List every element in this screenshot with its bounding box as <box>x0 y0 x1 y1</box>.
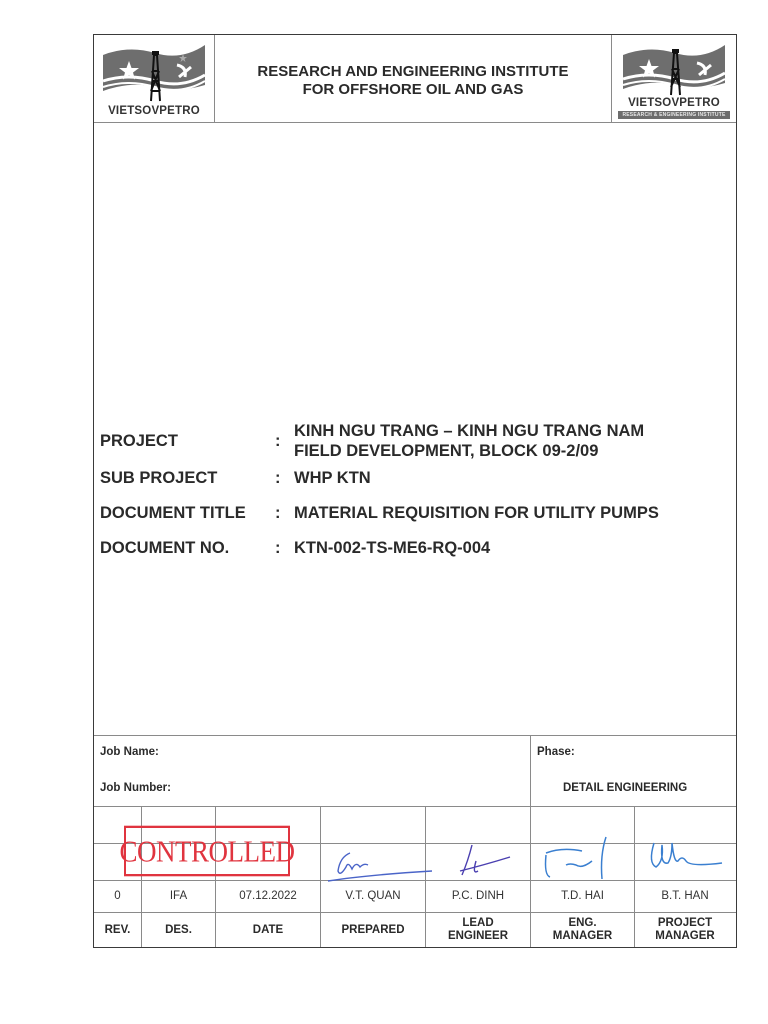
eng-manager-value: T.D. HAI <box>561 890 604 902</box>
header-line: ENG. <box>568 917 597 929</box>
job-name-label: Job Name: <box>100 746 159 758</box>
colon: : <box>275 539 281 557</box>
signature-eng-manager-icon <box>542 835 622 881</box>
institute-title-line2: FOR OFFSHORE OIL AND GAS <box>302 81 524 98</box>
lead-engineer-value: P.C. DINH <box>451 890 505 902</box>
des-value: IFA <box>169 890 188 902</box>
header-line: ENGINEER <box>447 930 509 942</box>
institute-title-line1: RESEARCH AND ENGINEERING INSTITUTE <box>257 63 569 80</box>
document-title-label: DOCUMENT TITLE <box>100 504 246 522</box>
header-line: MANAGER <box>655 930 715 942</box>
institute-title <box>215 63 611 99</box>
signature-prepared-icon <box>326 847 434 883</box>
project-value <box>294 421 714 461</box>
header-line: PROJECT <box>657 917 713 929</box>
logo-wordmark: VIETSOVPETRO <box>108 105 200 117</box>
sub-project-label: SUB PROJECT <box>100 469 218 487</box>
rev-value: 0 <box>114 890 121 902</box>
vietsovpetro-logo-left <box>94 35 215 123</box>
des-header: DES. <box>165 923 192 936</box>
prepared-header: PREPARED <box>341 923 405 936</box>
job-table <box>94 735 736 807</box>
date-value: 07.12.2022 <box>239 890 297 902</box>
signature-project-manager-icon <box>646 837 730 879</box>
phase-label: Phase: <box>537 746 575 758</box>
header <box>94 35 736 123</box>
controlled-stamp: CONTROLLED <box>124 826 290 877</box>
eng-manager-header <box>531 913 634 947</box>
prepared-value: V.T. QUAN <box>345 890 401 902</box>
document-cover-page <box>93 34 737 948</box>
logo-subtitle: RESEARCH & ENGINEERING INSTITUTE <box>618 111 730 119</box>
rev-header: REV. <box>104 923 131 936</box>
date-header: DATE <box>252 923 284 936</box>
sub-project-value: WHP KTN <box>294 469 371 487</box>
flag-derrick-logo-icon <box>99 41 209 103</box>
project-label: PROJECT <box>100 432 178 450</box>
project-value-line1: KINH NGU TRANG – KINH NGU TRANG NAM <box>294 422 645 440</box>
project-manager-header <box>635 913 735 947</box>
job-number-label: Job Number: <box>100 782 171 794</box>
flag-derrick-logo-icon <box>617 41 731 97</box>
document-no-value: KTN-002-TS-ME6-RQ-004 <box>294 539 491 557</box>
colon: : <box>275 469 281 487</box>
document-no-label: DOCUMENT NO. <box>100 539 230 557</box>
divider <box>530 736 531 806</box>
logo-wordmark: VIETSOVPETRO <box>628 97 720 109</box>
header-line: LEAD <box>462 917 494 929</box>
phase-value: DETAIL ENGINEERING <box>563 782 688 794</box>
project-value-line2: FIELD DEVELOPMENT, BLOCK 09-2/09 <box>294 442 599 460</box>
revision-table <box>94 807 736 947</box>
colon: : <box>275 504 281 522</box>
document-title-value: MATERIAL REQUISITION FOR UTILITY PUMPS <box>294 504 659 522</box>
vietsovpetro-logo-right <box>611 35 736 123</box>
signature-lead-engineer-icon <box>454 841 514 879</box>
lead-engineer-header <box>426 913 530 947</box>
colon: : <box>275 432 281 450</box>
header-line: MANAGER <box>552 930 613 942</box>
project-manager-value: B.T. HAN <box>661 890 709 902</box>
